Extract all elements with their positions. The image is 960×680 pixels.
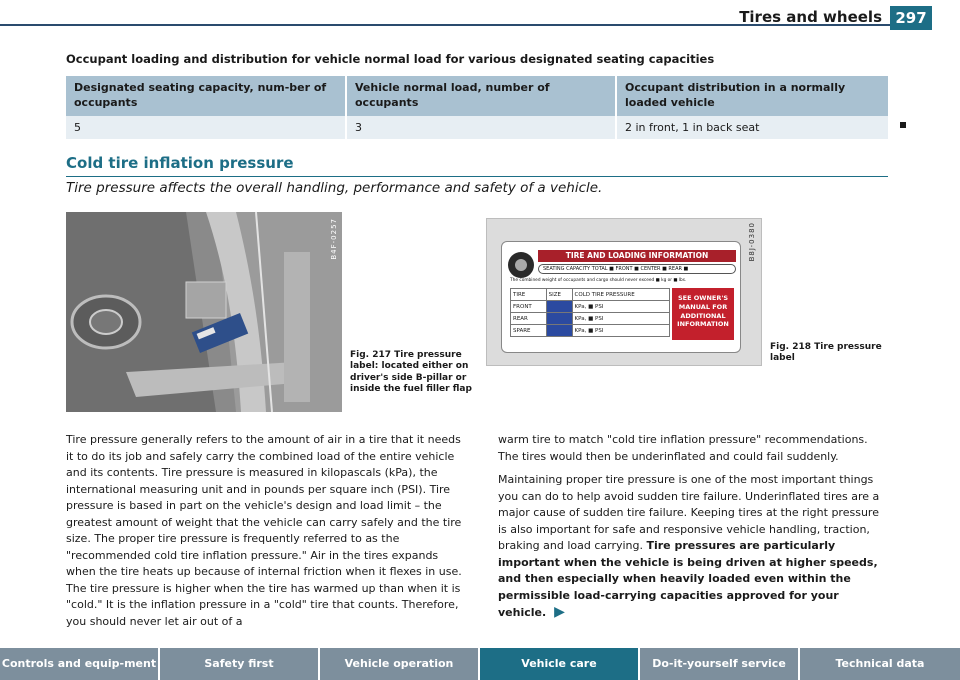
placard-row-label: REAR bbox=[511, 313, 547, 325]
placard-row bbox=[511, 301, 670, 313]
table-row bbox=[66, 116, 888, 139]
section-title: Cold tire inflation pressure bbox=[66, 154, 294, 172]
occupant-load-table bbox=[66, 76, 888, 139]
nav-tab-operation[interactable]: Vehicle operation bbox=[320, 648, 480, 680]
body-paragraph: warm tire to match "cold tire inflation pressure" recommendations. The tires would then be underinflated and could fail suddenly. bbox=[498, 433, 868, 463]
figure-caption-text: Tire pressure label: located either on driver's side B-pillar or inside the fuel filler flap bbox=[350, 350, 472, 394]
table-header-cell: Occupant distribution in a normally loaded vehicle bbox=[616, 76, 888, 116]
figure-caption-text: Tire pressure label bbox=[770, 342, 882, 364]
tire-icon bbox=[508, 252, 534, 278]
placard-row bbox=[511, 325, 670, 337]
placard-col-tire: TIRE bbox=[511, 289, 547, 301]
table-header-cell: Vehicle normal load, number of occupants bbox=[346, 76, 616, 116]
table-cell: 3 bbox=[346, 116, 616, 139]
table-header-row bbox=[66, 76, 888, 116]
body-paragraph bbox=[498, 472, 890, 622]
placard-unit-cell: KPa, ■ PSI bbox=[572, 325, 669, 337]
placard-row-label: SPARE bbox=[511, 325, 547, 337]
nav-tab-diy-service[interactable]: Do-it-yourself service bbox=[640, 648, 800, 680]
nav-tab-technical-data[interactable]: Technical data bbox=[800, 648, 960, 680]
placard-heading: TIRE AND LOADING INFORMATION bbox=[538, 250, 736, 262]
tire-placard bbox=[501, 241, 741, 353]
nav-tab-safety[interactable]: Safety first bbox=[160, 648, 320, 680]
running-header-title: Tires and wheels bbox=[739, 8, 882, 26]
b-pillar-illustration bbox=[66, 212, 342, 412]
placard-header-row bbox=[511, 289, 670, 301]
body-column-left bbox=[66, 432, 466, 637]
placard-unit-cell: KPa, ■ PSI bbox=[572, 313, 669, 325]
body-emphasis: Tire pressures are particularly important when the vehicle is being driven at higher speeds, and then especially when heavily loaded even within the permissible load-carrying capacities approved for your vehicle. bbox=[498, 539, 878, 619]
figure-caption-label: Fig. 218 bbox=[770, 342, 812, 352]
placard-owner-note: SEE OWNER'S MANUAL FOR ADDITIONAL INFORMATION bbox=[672, 288, 734, 340]
footer-nav bbox=[0, 648, 960, 680]
end-of-section-marker bbox=[900, 122, 906, 128]
figure-code: B8J-0380 bbox=[748, 222, 756, 262]
placard-seating-capacity: SEATING CAPACITY TOTAL ■ FRONT ■ CENTER ■ REAR ■ bbox=[538, 264, 736, 274]
figure-caption bbox=[350, 350, 476, 395]
placard-col-size: SIZE bbox=[546, 289, 572, 301]
body-text: Maintaining proper tire pressure is one of the most important things you can do to help avoid sudden tire failure. Underinflated tires are a major cause of sudden tire failure. Keeping tires at the right pressure is also important for safe and responsive vehicle handling, traction, braking and load carrying. bbox=[498, 473, 880, 552]
table-cell: 5 bbox=[66, 116, 346, 139]
nav-tab-vehicle-care[interactable]: Vehicle care bbox=[480, 648, 640, 680]
placard-pressure-table bbox=[510, 288, 670, 337]
page-number: 297 bbox=[890, 6, 932, 30]
figure-code: B4F-0257 bbox=[330, 218, 338, 260]
table-caption: Occupant loading and distribution for vehicle normal load for various designated seating capacities bbox=[66, 52, 715, 66]
placard-row bbox=[511, 313, 670, 325]
nav-tab-controls[interactable]: Controls and equip-ment bbox=[0, 648, 160, 680]
figure-caption bbox=[770, 342, 890, 365]
placard-col-pressure: COLD TIRE PRESSURE bbox=[572, 289, 669, 301]
table-cell: 2 in front, 1 in back seat bbox=[616, 116, 888, 139]
placard-row-label: FRONT bbox=[511, 301, 547, 313]
tire-label-figure bbox=[486, 218, 762, 366]
table-header-cell: Designated seating capacity, num-ber of occupants bbox=[66, 76, 346, 116]
section-rule bbox=[66, 176, 888, 177]
placard-blank-cell bbox=[546, 301, 572, 313]
section-subtitle: Tire pressure affects the overall handling, performance and safety of a vehicle. bbox=[66, 180, 603, 196]
placard-blank-cell bbox=[546, 313, 572, 325]
placard-blank-cell bbox=[546, 325, 572, 337]
placard-combined-weight: The combined weight of occupants and cargo should never exceed ■ kg or ■ lbs. bbox=[510, 278, 687, 283]
continue-arrow-icon[interactable]: ▶ bbox=[554, 604, 565, 620]
figure-caption-label: Fig. 217 bbox=[350, 350, 392, 360]
b-pillar-photo bbox=[66, 212, 342, 412]
placard-unit-cell: KPa, ■ PSI bbox=[572, 301, 669, 313]
body-paragraph: Tire pressure generally refers to the amount of air in a tire that it needs it to do its job and safely carry the combined load of the entire vehicle and its contents. Tire pressure is measured in kilopascals (kPa), the international measuring unit and in pounds per square inch (PSI). Tire pressure is based in part on the vehicle's design and load limit – the greatest amount of weight that the vehicle can carry safely and the tire size. The proper tire pressure is frequently referred to as the "recommended cold tire inflation pressure." Air in the tires expands when the tire heats up because of internal friction when it flexes in use. The tire pressure is higher when the tire has warmed up than when it is "cold." It is the inflation pressure in a "cold" tire that counts. Therefore, you should never let air out of a bbox=[66, 433, 462, 628]
body-column-right bbox=[498, 432, 890, 629]
